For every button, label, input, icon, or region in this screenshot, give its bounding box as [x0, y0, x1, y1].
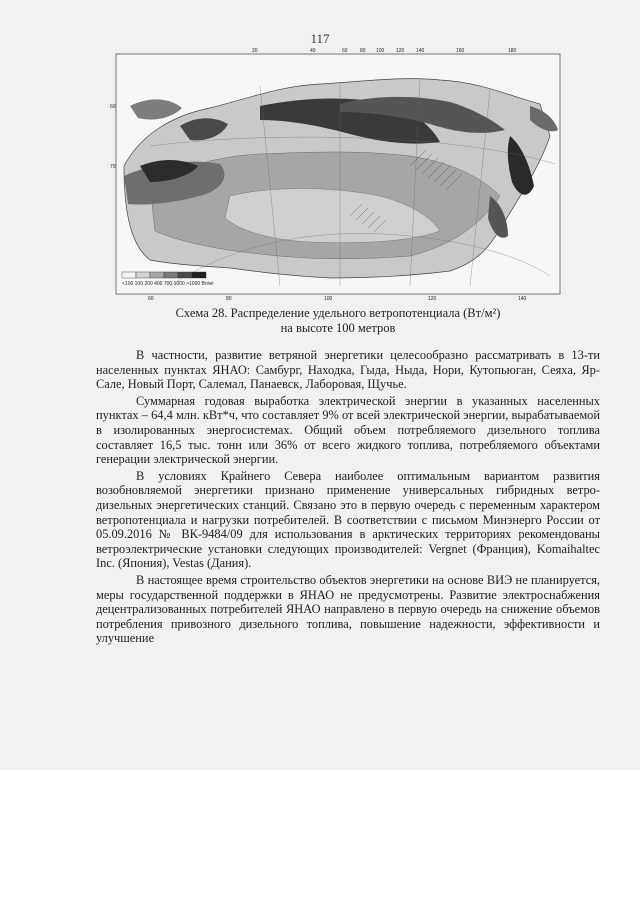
- svg-text:120: 120: [396, 48, 405, 54]
- caption-line-2: на высоте 100 метров: [280, 321, 396, 335]
- svg-text:140: 140: [518, 296, 527, 302]
- wind-potential-map: [110, 46, 566, 304]
- svg-text:180: 180: [508, 48, 517, 54]
- paragraph-1: В частности, развитие ветряной энергетики целесообразно рассматривать в 13-ти населенных пунктах ЯНАО: Самбург, Находка, Гыда, Ныда, Нори, Кутопьюган, Сеяха, Яр-Сале, Новый Порт, Салемал, Панаевск, Лаборовая, Щучье.: [96, 348, 600, 392]
- svg-text:160: 160: [456, 48, 465, 54]
- paragraph-3: В условиях Крайнего Севера наиболее оптимальным вариантом развития возобновляемой энергетики признано применение универсальных гибридных ветро-дизельных энергетических станций. Связано это в первую очередь с переменным характером ветропотенциала и нагрузки потребителей. В соответствии с письмом Минэнерго России от 05.09.2016 № ВК-9484/09 для использования в арктических территориях рекомендованы ветроэлектрические установки следующих производителей: Vergnet (Франция), Komaihaltec Inc. (Япония), Vestas (Дания).: [96, 468, 600, 571]
- svg-text:140: 140: [416, 48, 425, 54]
- svg-text:100: 100: [324, 296, 333, 302]
- svg-text:40: 40: [310, 48, 316, 54]
- paragraph-4: В настоящее время строительство объектов энергетики на основе ВИЭ не планируется, меры государственной поддержки в ЯНАО не предусмотрены. Развитие электроснабжения децентрализованных потребителей ЯНАО направлено в первую очередь на снижение объемов потребления привозного дизельного топлива, повышение надежности, эффективности и улучшение: [96, 572, 600, 646]
- page-number: 117: [310, 31, 330, 46]
- map-bottom-ticks: [148, 296, 527, 302]
- svg-text:80: 80: [360, 48, 366, 54]
- svg-text:20: 20: [252, 48, 258, 54]
- caption-line-1: Схема 28. Распределение удельного ветропотенциала (Вт/м²): [175, 306, 501, 320]
- svg-text:60: 60: [148, 296, 154, 302]
- map-top-ticks: [252, 48, 517, 54]
- map-left-tick: 70: [110, 164, 116, 170]
- map-left-tick: 60: [110, 104, 116, 110]
- paragraph-2: Суммарная годовая выработка электрической энергии в указанных населенных пунктах – 64,4 млн. кВт*ч, что составляет 9% от всей электрической энергии, вырабатываемой в изолированных энергосистемах. Общий объем потребляемого дизельного топлива составляет 16,5 тыс. тонн или 36% от всего жидкого топлива, потребляемого объектами генерации электрической энергии.: [96, 393, 600, 467]
- svg-text:100: 100: [376, 48, 385, 54]
- svg-text:60: 60: [342, 48, 348, 54]
- svg-text:120: 120: [428, 296, 437, 302]
- svg-text:80: 80: [226, 296, 232, 302]
- body-text: [96, 348, 600, 648]
- figure-caption: [110, 306, 566, 336]
- svg-text:<100 100 200 400 700 1000 >100: <100 100 200 400 700 1000 >1000 Вт/м²: [122, 281, 214, 287]
